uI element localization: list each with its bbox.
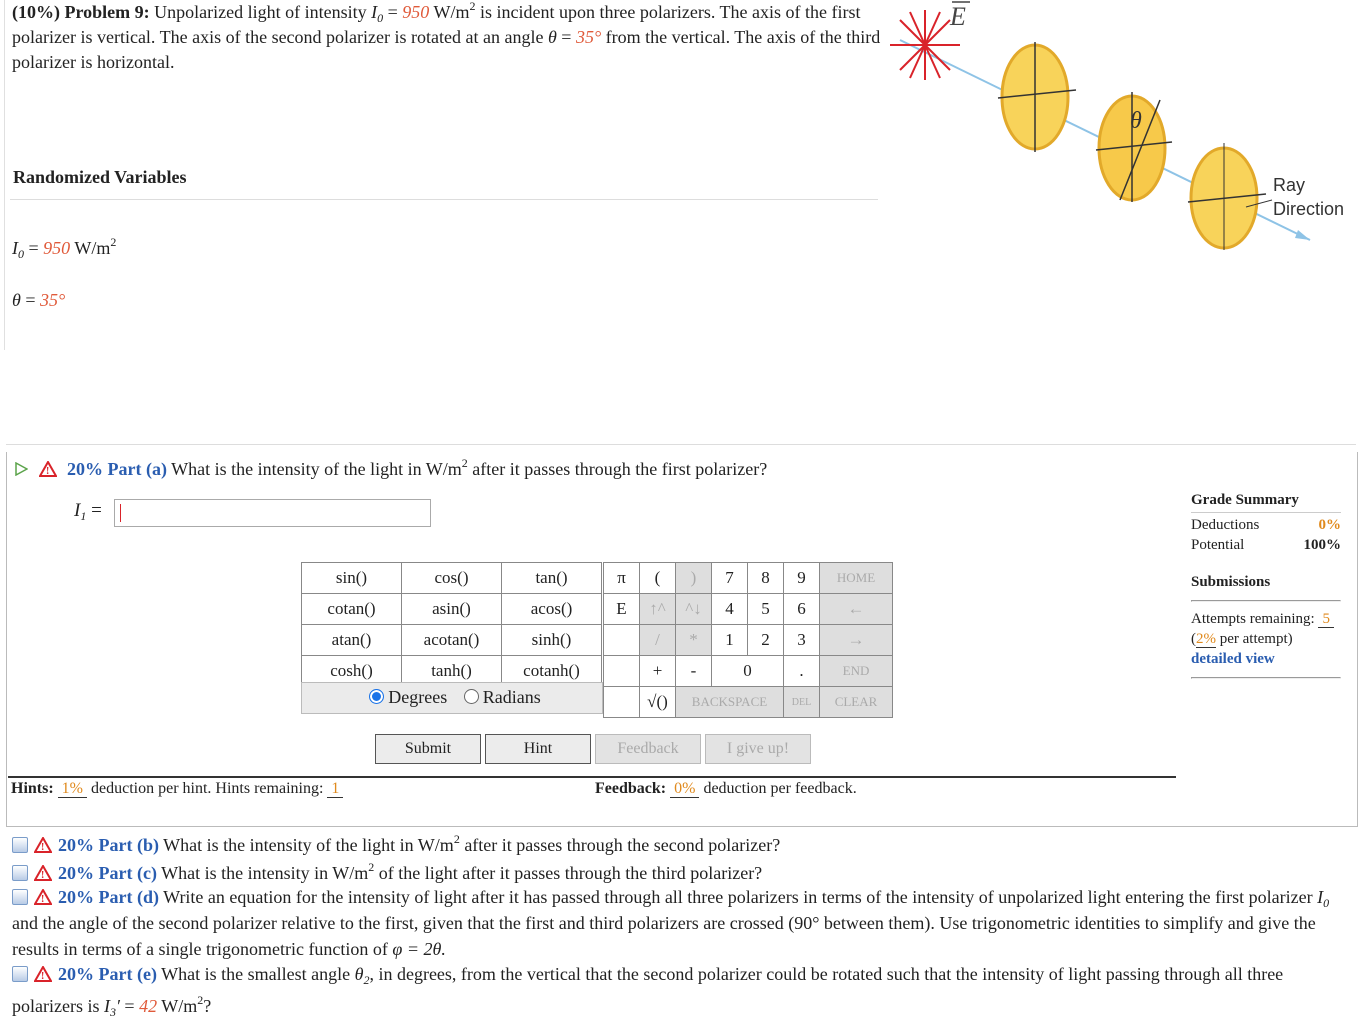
warning-icon (39, 461, 57, 477)
svg-text:!: ! (41, 870, 45, 881)
deductions-label: Deductions (1191, 517, 1260, 533)
randomized-i0: $I_0 = 950$ $W/m^2$ (12, 235, 117, 261)
feedback-text: deduction per feedback. (703, 780, 857, 797)
hints-text: deduction per hint. Hints remaining: (91, 780, 324, 797)
section-divider (6, 444, 1356, 445)
answer-subscript: 1 (80, 509, 87, 523)
expand-arrow-icon[interactable] (14, 462, 28, 476)
randomized-variables-title: Randomized Variables (13, 167, 187, 187)
answer-label: $I_1$ = (74, 500, 102, 523)
key-3[interactable]: 3 (784, 625, 820, 656)
warning-icon (34, 889, 52, 905)
radians-radio[interactable] (464, 689, 479, 704)
i0-symbol (371, 2, 384, 25)
warning-icon (34, 837, 52, 853)
key-clear[interactable]: CLEAR (820, 687, 893, 718)
give-up-button[interactable]: I give up! (705, 734, 811, 764)
key-sin[interactable]: sin() (302, 563, 402, 594)
key-home[interactable]: HOME (820, 563, 893, 594)
ray-label-1: Ray (1273, 175, 1306, 195)
key-tan[interactable]: tan() (502, 563, 602, 594)
collapse-icon[interactable] (12, 966, 28, 982)
per-attempt-percent: 2% (1196, 631, 1216, 647)
part-c-question-end: of the light after it passes through the third polarizer? (378, 863, 763, 883)
key-dot[interactable]: . (784, 656, 820, 687)
key-cos[interactable]: cos() (402, 563, 502, 594)
randomized-divider (10, 199, 878, 200)
key-9[interactable]: 9 (784, 563, 820, 594)
i0-letter: I (371, 2, 378, 22)
ray-arrow-head (1295, 230, 1310, 240)
key-e[interactable]: E (604, 594, 640, 625)
problem-text-3: from the vertical. The axis of the third polarizer is horizontal. (12, 27, 881, 72)
degrees-radio[interactable] (369, 689, 384, 704)
numeric-keypad (603, 562, 893, 718)
function-keypad (301, 562, 602, 687)
problem-statement: (10%) Problem 9: Unpolarized light of intensity $I_0 = 950$ $W/m^2$ is incident upon three polarizers. The axis of the first polarizer is vertical. The axis of the second polarizer is rotated at an angle θ = 35° from the vertical. The axis of the third polarizer is horizontal. (12, 0, 881, 72)
key-cosh[interactable]: cosh() (302, 656, 402, 687)
part-e[interactable]: ! 20% Part (e) What is the smallest angle $\theta_2$, in degrees, from the vertical that the second polarizer could be rotated such that the intensity of light passing through all three polarizers is $I_3' = 42$ $W/m^2$? (12, 964, 1284, 1019)
feedback-percent: 0% (670, 780, 699, 798)
part-a-question: What is the intensity of the light in W/m (171, 459, 462, 479)
part-c[interactable]: ! 20% Part (c) What is the intensity in $W/m^2$ of the light after it passes through the third polarizer? (12, 860, 762, 886)
hint-button[interactable]: Hint (485, 734, 591, 764)
key-5[interactable]: 5 (748, 594, 784, 625)
feedback-button[interactable]: Feedback (595, 734, 701, 764)
part-c-question: What is the intensity in W/m (161, 863, 369, 883)
key-lparen[interactable]: ( (640, 563, 676, 594)
part-a-header: ! 20% Part (a) What is the intensity of the light in $W/m^2$ after it passes through the first polarizer? (14, 459, 767, 480)
part-e-question-2: , in degrees, from the vertical that the second polarizer could be rotated such that the intensity of light passing through all three polarizers is (12, 964, 1284, 1016)
angle-mode-selector (301, 682, 603, 714)
key-atan[interactable]: atan() (302, 625, 402, 656)
warning-icon (34, 966, 52, 982)
hints-info (11, 780, 343, 798)
i0-unit: W/m (433, 2, 470, 22)
part-a-percent: 20% Part (a) (67, 459, 167, 479)
key-minus[interactable]: - (676, 656, 712, 687)
feedback-label: Feedback: (595, 780, 667, 797)
key-acotan[interactable]: acotan() (402, 625, 502, 656)
part-d-question: Write an equation for the intensity of light after it has passed through all three polarizers in terms of the intensity of unpolarized light entering the first polarizer (163, 887, 1313, 907)
part-d[interactable]: ! 20% Part (d) Write an equation for the intensity of light after it has passed through all three polarizers in terms of the intensity of unpolarized light entering the first polarizer $I_0$ and the angle of the second polarizer relative to the first, given that the first and third polarizers are crossed (90° between them). Use trigonometric identities to simplify and give the results in terms of a single trigonometric function of φ = 2θ. (12, 887, 1330, 959)
part-b-question-end: after it passes through the second polarizer? (464, 835, 781, 855)
key-cotanh[interactable]: cotanh() (502, 656, 602, 687)
part-b[interactable]: ! 20% Part (b) What is the intensity of the light in $W/m^2$ after it passes through the second polarizer? (12, 832, 780, 858)
key-blank-2 (604, 656, 640, 687)
problem-text-1: Unpolarized light of intensity (154, 2, 367, 22)
key-4[interactable]: 4 (712, 594, 748, 625)
svg-text:!: ! (41, 894, 45, 905)
ray-label-2: Direction (1273, 199, 1345, 219)
hints-label: Hints: (11, 780, 54, 797)
hints-divider (8, 776, 1176, 778)
key-1[interactable]: 1 (712, 625, 748, 656)
theta-symbol: θ (547, 27, 557, 47)
feedback-info (595, 780, 857, 798)
key-7[interactable]: 7 (712, 563, 748, 594)
hints-remaining: 1 (327, 780, 343, 798)
key-sinh[interactable]: sinh() (502, 625, 602, 656)
randomized-theta: θ = 35° (12, 290, 66, 310)
key-power-down[interactable]: ^↓ (676, 594, 712, 625)
collapse-icon[interactable] (12, 865, 28, 881)
part-d-phi: φ = 2θ. (392, 939, 446, 959)
key-del[interactable]: DEL (784, 687, 820, 718)
theta-label: θ (1130, 108, 1142, 134)
part-e-question: What is the smallest angle (161, 964, 351, 984)
key-end[interactable]: END (820, 656, 893, 687)
key-cotan[interactable]: cotan() (302, 594, 402, 625)
part-e-percent: 20% Part (e) (58, 964, 157, 984)
part-a-question-end: after it passes through the first polarizer? (472, 459, 768, 479)
key-0[interactable]: 0 (712, 656, 784, 687)
per-attempt-text: per attempt) (1219, 631, 1293, 647)
key-multiply[interactable]: * (676, 625, 712, 656)
key-acos[interactable]: acos() (502, 594, 602, 625)
problem-header: (10%) Problem 9: (12, 2, 150, 22)
key-divide[interactable]: / (640, 625, 676, 656)
collapse-icon[interactable] (12, 837, 28, 853)
key-6[interactable]: 6 (784, 594, 820, 625)
detailed-view-link[interactable]: detailed view (1191, 651, 1275, 667)
part-e-end: ? (203, 996, 212, 1016)
key-8[interactable]: 8 (748, 563, 784, 594)
part-e-value: 42 (139, 996, 158, 1016)
answer-symbol: I (74, 500, 81, 521)
key-power-up[interactable]: ↑^ (640, 594, 676, 625)
key-pi[interactable]: π (604, 563, 640, 594)
radians-label: Radians (482, 687, 541, 707)
grade-summary (1191, 490, 1341, 555)
key-rparen[interactable]: ) (676, 563, 712, 594)
left-divider (4, 0, 5, 350)
part-b-percent: 20% Part (b) (58, 835, 159, 855)
polarizer-figure (880, 0, 1358, 260)
e-field-label: E (950, 2, 966, 31)
theta-value: 35° (575, 27, 602, 47)
potential-label: Potential (1191, 537, 1245, 553)
key-sqrt[interactable]: √() (640, 687, 676, 718)
svg-text:!: ! (41, 971, 45, 982)
grade-summary-title: Grade Summary (1191, 492, 1299, 508)
warning-icon (34, 865, 52, 881)
key-left-arrow[interactable]: ← (820, 594, 893, 625)
key-tanh[interactable]: tanh() (402, 656, 502, 687)
answer-input[interactable] (114, 499, 431, 527)
potential-value: 100% (1303, 537, 1341, 553)
svg-text:!: ! (45, 466, 49, 477)
problem-text-2: is incident upon three polarizers. The axis of the first polarizer is vertical. The axis of the second polarizer is rotated at an angle (12, 2, 861, 47)
degrees-label: Degrees (388, 687, 448, 707)
randomized-i0-value: 950 (43, 238, 71, 258)
collapse-icon[interactable] (12, 889, 28, 905)
submissions-summary: Submissions Attempts remaining: 5 (2% per attempt) detailed view (1191, 572, 1341, 686)
key-blank-3 (604, 687, 640, 718)
part-d-percent: 20% Part (d) (58, 887, 159, 907)
part-e-unit: W/m (161, 996, 198, 1016)
hints-percent: 1% (58, 780, 87, 798)
attempts-value: 5 (1318, 611, 1334, 628)
part-d-question-2: and the angle of the second polarizer relative to the first, given that the first and third polarizers are crossed (90° between them). Use trigonometric identities to simplify and give the results in terms of a single trigonometric function of (12, 913, 1316, 959)
attempts-label: Attempts remaining: (1191, 611, 1315, 627)
key-asin[interactable]: asin() (402, 594, 502, 625)
i0-subscript: 0 (377, 11, 384, 25)
part-c-percent: 20% Part (c) (58, 863, 157, 883)
key-right-arrow[interactable]: → (820, 625, 893, 656)
key-plus[interactable]: + (640, 656, 676, 687)
svg-text:!: ! (41, 842, 45, 853)
i0-value: 950 (402, 2, 430, 22)
randomized-theta-value: 35° (40, 290, 66, 310)
key-2[interactable]: 2 (748, 625, 784, 656)
deductions-value: 0% (1318, 517, 1341, 533)
key-backspace[interactable]: BACKSPACE (676, 687, 784, 718)
submissions-title: Submissions (1191, 574, 1271, 590)
key-blank (604, 625, 640, 656)
submit-button[interactable]: Submit (375, 734, 481, 764)
part-b-question: What is the intensity of the light in W/m (163, 835, 454, 855)
text-cursor (120, 504, 121, 522)
